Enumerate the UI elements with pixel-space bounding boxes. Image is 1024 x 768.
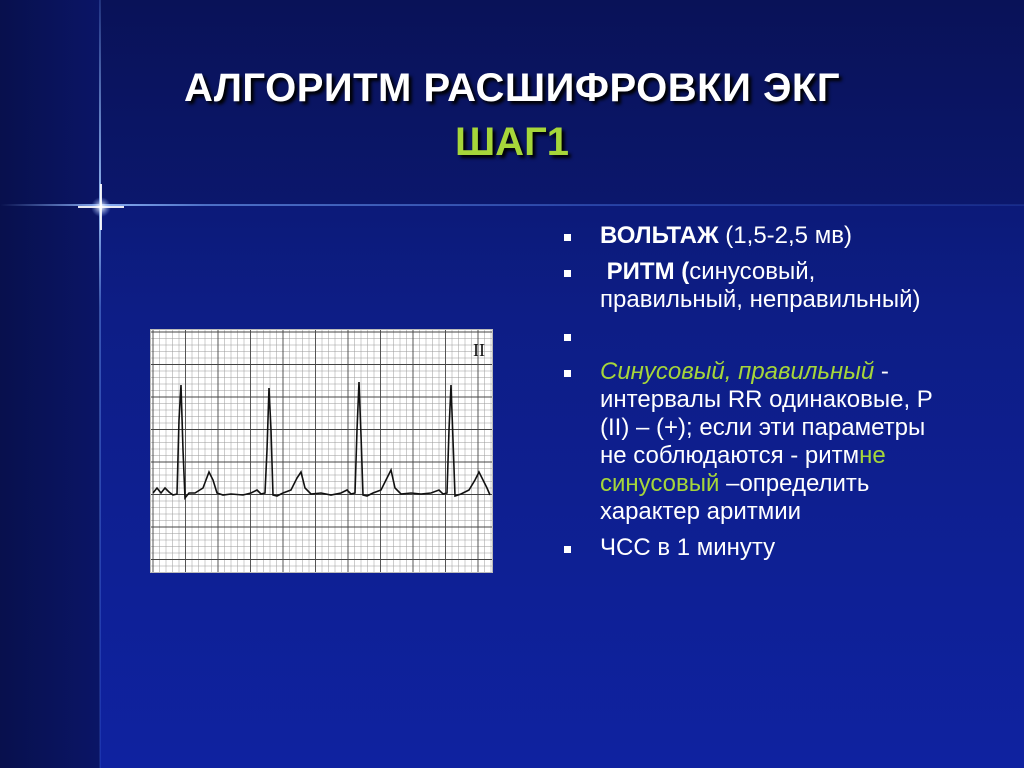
left-band [0,0,100,768]
bullet-marker-icon [564,270,571,277]
bullet-item-sinus [560,358,940,526]
heart-rate-text: ЧСС в 1 минуту [600,534,776,561]
bullet-marker-icon [564,334,571,341]
horizontal-divider-line [0,204,1024,206]
sinus-regular-label: Синусовый, правильный [600,358,875,385]
slide-subtitle: ШАГ1 [454,120,569,164]
bullet-item-voltage [560,222,940,250]
ecg-trace [153,382,490,498]
voltage-range: (1,5-2,5 мв) [718,222,852,249]
bullet-marker-icon [564,370,571,377]
vertical-divider-line [99,0,101,768]
bullet-marker-icon [564,234,571,241]
slide-title: АЛГОРИТМ РАСШИФРОВКИ ЭКГ [183,66,840,110]
bullet-marker-icon [564,546,571,553]
ecg-lead-label: II [473,340,485,360]
bullet-item-heart-rate [560,534,940,562]
rhythm-label: РИТМ ( [600,258,690,285]
arrhythmia-description: –определить характер аритмии [600,470,870,525]
voltage-label: ВОЛЬТАЖ [600,222,719,249]
sinus-description: - интервалы RR одинаковые, Р (II) – (+); если эти параметры не соблюдаются - ритм [600,358,940,469]
bullet-list [560,222,940,570]
sparkle-icon [76,182,126,232]
bullet-item-empty [560,322,940,350]
ecg-strip-image [150,329,493,573]
not-sinus-label: не синусовый [600,442,886,497]
bullet-item-rhythm [560,258,940,314]
rhythm-options: синусовый, правильный, неправильный) [600,258,921,313]
